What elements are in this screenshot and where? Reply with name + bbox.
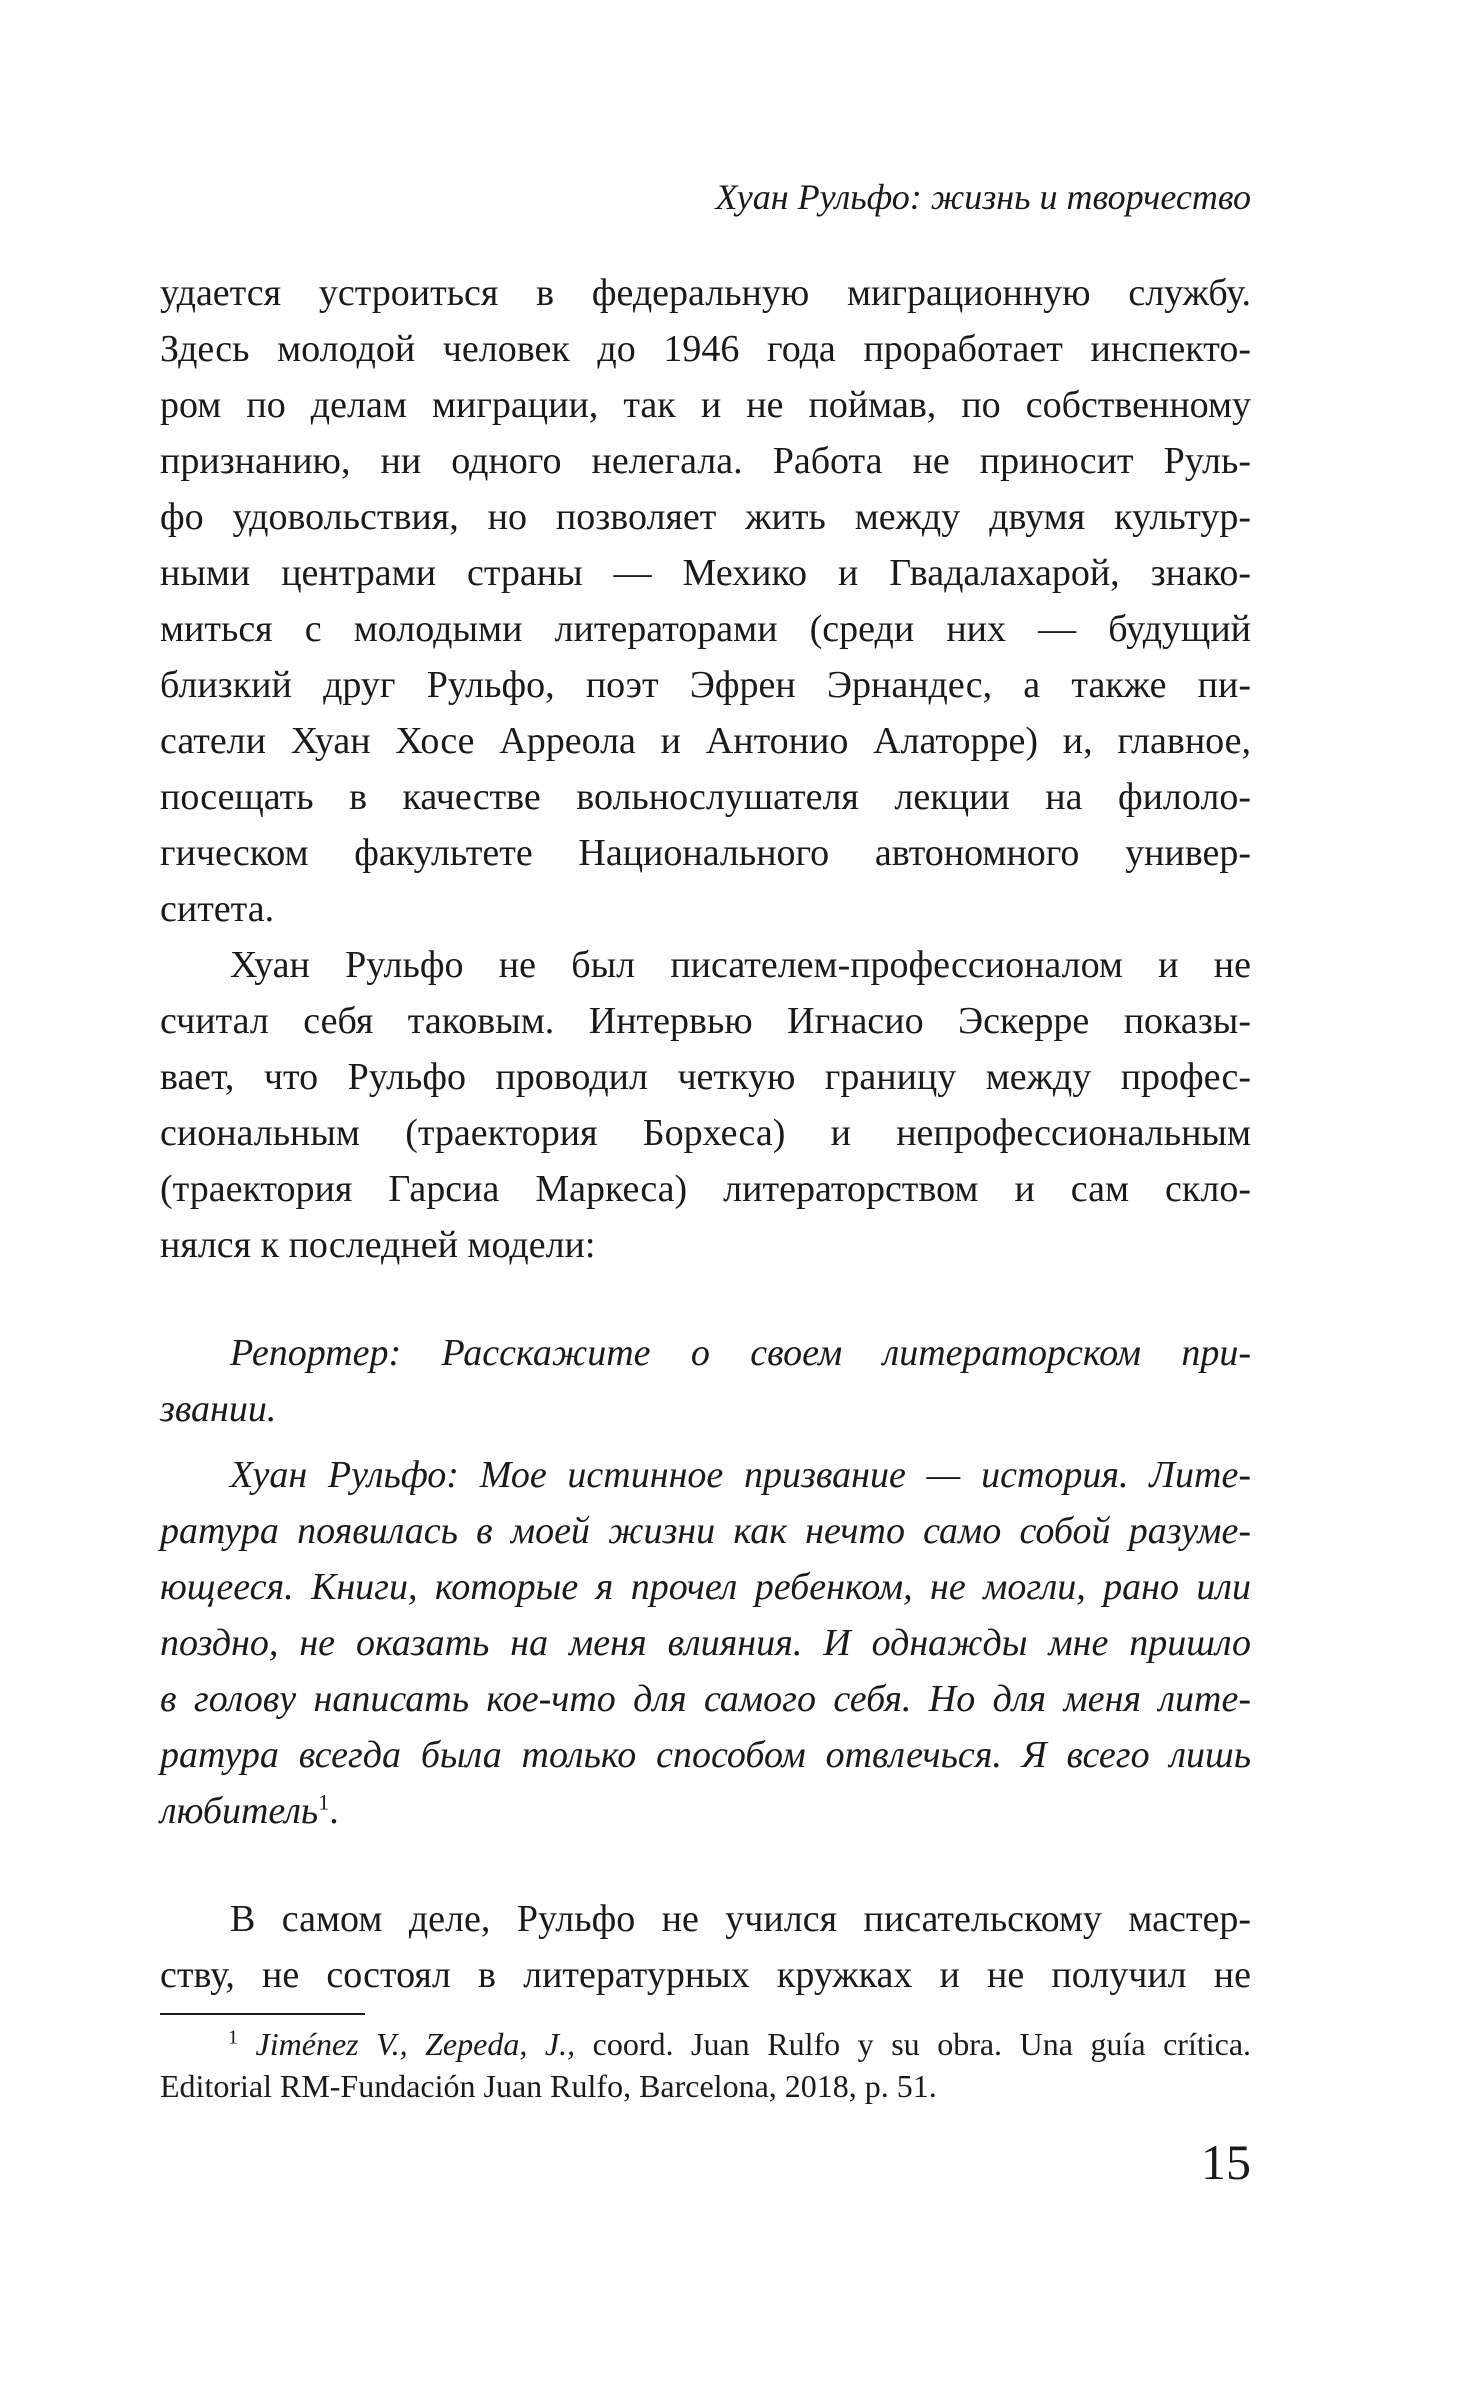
footnote-authors: Jiménez V., Zepeda, J., bbox=[255, 2026, 576, 2062]
quote-line: поздно, не оказать на меня влияния. И однажды мне пришло bbox=[160, 1622, 1251, 1664]
text-line: Здесь молодой человек до 1946 года проработает инспекто- bbox=[160, 328, 1251, 370]
quote-period: . bbox=[329, 1790, 339, 1832]
text-line: удается устроиться в федеральную миграционную службу. bbox=[160, 272, 1251, 314]
quote-word: любитель bbox=[160, 1790, 319, 1832]
quote-line: Хуан Рульфо: Мое истинное призвание — история. Лите- bbox=[230, 1454, 1251, 1496]
footnote bbox=[160, 2023, 1251, 2107]
quote-line: в голову написать кое-что для самого себя. Но для меня лите- bbox=[160, 1678, 1251, 1720]
text-line: миться с молодыми литераторами (среди них — будущий bbox=[160, 608, 1251, 650]
footnote-reference[interactable]: 1 bbox=[318, 1789, 330, 1815]
text-line: (траектория Гарсиа Маркеса) литераторством и сам скло- bbox=[160, 1168, 1251, 1210]
footnote-line bbox=[160, 2023, 1251, 2065]
quote-line: ратура всегда была только способом отвлечься. Я всего лишь bbox=[160, 1734, 1251, 1776]
text-line: В самом деле, Рульфо не учился писательскому мастер- bbox=[230, 1898, 1251, 1940]
quote-line: ющееся. Книги, которые я прочел ребенком, не могли, рано или bbox=[160, 1566, 1251, 1608]
text-line: считал себя таковым. Интервью Игнасио Эскерре показы- bbox=[160, 1000, 1251, 1042]
interview-quote bbox=[160, 1325, 1251, 1839]
text-line: ству, не состоял в литературных кружках и не получил не bbox=[160, 1954, 1251, 1996]
spacer bbox=[160, 1839, 1251, 1891]
text-line: ситета. bbox=[160, 888, 275, 930]
text-line: признанию, ни одного нелегала. Работа не приносит Руль- bbox=[160, 440, 1251, 482]
text-line: вает, что Рульфо проводил четкую границу между профес- bbox=[160, 1056, 1251, 1098]
text-line: сиональным (траектория Борхеса) и непрофессиональным bbox=[160, 1112, 1251, 1154]
text-line: фо удовольствия, но позволяет жить между двумя культур- bbox=[160, 496, 1251, 538]
text-line: Хуан Рульфо не был писателем-профессионалом и не bbox=[230, 944, 1251, 986]
spacer bbox=[160, 1273, 1251, 1325]
text-line: сатели Хуан Хосе Арреола и Антонио Алаторре) и, главное, bbox=[160, 720, 1251, 762]
paragraph-3 bbox=[160, 1891, 1251, 2003]
quote-line: ратура появилась в моей жизни как нечто само собой разуме- bbox=[160, 1510, 1251, 1552]
text-line: близкий друг Рульфо, поэт Эфрен Эрнандес, а также пи- bbox=[160, 664, 1251, 706]
paragraph-2 bbox=[160, 937, 1251, 1273]
text-line: ными центрами страны — Мехико и Гвадалахарой, знако- bbox=[160, 552, 1251, 594]
paragraph-1 bbox=[160, 265, 1251, 937]
spacer bbox=[160, 1437, 1251, 1447]
text-line: посещать в качестве вольнослушателя лекции на филоло- bbox=[160, 776, 1251, 818]
page-number: 15 bbox=[1201, 2134, 1251, 2190]
quote-line: звании. bbox=[160, 1388, 277, 1430]
text-line: ром по делам миграции, так и не поймав, по собственному bbox=[160, 384, 1251, 426]
text-line: нялся к последней модели: bbox=[160, 1224, 596, 1266]
quote-line bbox=[160, 1783, 1251, 1839]
footnote-text: coord. Juan Rulfo y su obra. Una guía crítica. bbox=[575, 2026, 1252, 2062]
quote-line: Репортер: Расскажите о своем литераторском при- bbox=[230, 1332, 1251, 1374]
body-text bbox=[160, 265, 1251, 2003]
footnote-rule bbox=[160, 2013, 365, 2015]
running-head: Хуан Рульфо: жизнь и творчество bbox=[715, 177, 1251, 217]
footnote-line: Editorial RM-Fundación Juan Rulfo, Barcelona, 2018, p. 51. bbox=[160, 2068, 937, 2104]
text-line: гическом факультете Национального автономного универ- bbox=[160, 832, 1251, 874]
footnote-marker: 1 bbox=[228, 2026, 238, 2049]
